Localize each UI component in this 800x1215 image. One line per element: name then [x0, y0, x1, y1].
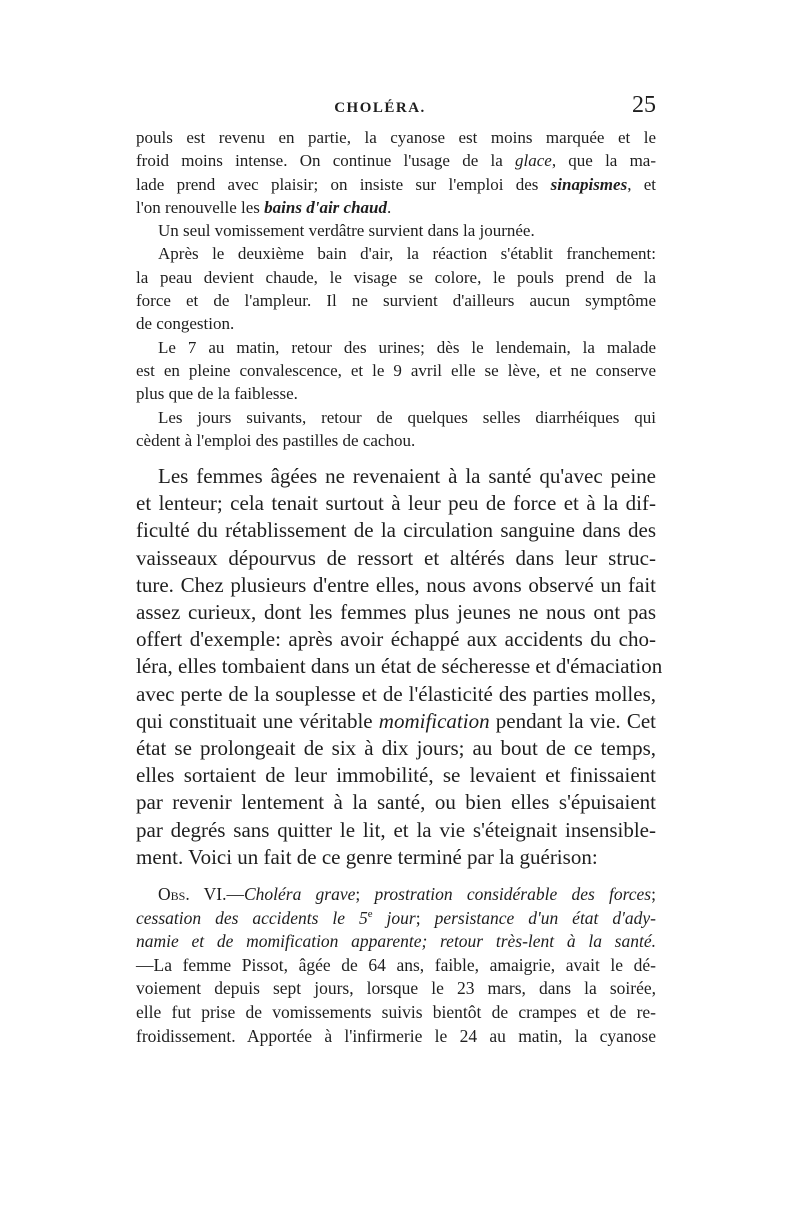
text-line: elle fut prise de vomissements suivis bientôt de crampes et de re-	[136, 1001, 656, 1022]
text-line: Les femmes âgées ne revenaient à la santé qu'avec peine	[158, 464, 656, 488]
text-line: avec perte de la souplesse et de l'élasticité des parties molles,	[136, 681, 656, 706]
text-run: froid moins intense. On continue l'usage de la	[136, 151, 515, 171]
text-line: Le 7 au matin, retour des urines; dès le lendemain, la malade	[158, 337, 656, 357]
text-run: prostration considérable des forces	[374, 884, 652, 904]
text-line: plus que de la faiblesse.	[136, 384, 298, 404]
text-run: l'on renouvelle les	[136, 197, 265, 217]
observation-vi-text	[136, 883, 656, 1048]
text-line	[136, 930, 656, 954]
case-continuation-text	[136, 126, 656, 452]
text-line	[136, 907, 656, 931]
text-line: léra, elles tombaient dans un état de sécheresse et d'émaciation	[136, 654, 663, 679]
text-line	[136, 196, 656, 219]
text-run: Choléra grave	[243, 884, 356, 904]
text-line	[136, 883, 656, 907]
text-run: momification	[378, 708, 490, 733]
running-head	[100, 92, 660, 122]
text-line: par degrés sans quitter le lit, et la vie s'éteignait insensible-	[136, 817, 656, 842]
text-run: bains d'air chaud	[264, 197, 387, 217]
text-line: ficulté du rétablissement de la circulation sanguine dans des	[136, 518, 656, 543]
text-line: elles sortaient de leur immobilité, se levaient et finissaient	[136, 763, 656, 788]
text-run: 5	[359, 907, 368, 928]
text-line: état se prolongeait de six à dix jours; au bout de ce temps,	[136, 736, 656, 761]
text-run: persistance d'un état d'ady-	[434, 907, 656, 928]
text-run: glace	[514, 151, 552, 171]
text-run: , que la ma-	[551, 151, 656, 171]
text-line: assez curieux, dont les femmes plus jeunes ne nous ont pas	[136, 600, 656, 625]
text-run: ;	[651, 884, 656, 904]
text-line	[136, 149, 656, 172]
text-run: Obs. VI.	[158, 884, 227, 904]
text-line: pouls est revenu en partie, la cyanose est moins marquée et le	[136, 128, 656, 147]
text-line: et lenteur; cela tenait surtout à leur peu de force et à la dif-	[136, 491, 656, 516]
text-line: la peau devient chaude, le visage se colore, le pouls prend de la	[136, 267, 656, 287]
text-line	[136, 708, 656, 735]
text-line: force et de l'ampleur. Il ne survient d'ailleurs aucun symptôme	[136, 291, 656, 311]
text-run: ;	[415, 907, 435, 928]
text-run: .	[386, 197, 392, 217]
text-line: Un seul vomissement verdâtre survient dans la journée.	[158, 221, 535, 241]
text-line: est en pleine convalescence, et le 9 avril elle se lève, et ne conserve	[136, 360, 656, 380]
text-run: e	[367, 907, 373, 920]
text-run: qui constituait une véritable	[136, 708, 379, 733]
text-line: ment. Voici un fait de ce genre terminé par la guérison:	[136, 844, 598, 869]
text-run: —	[226, 884, 244, 904]
text-line: cèdent à l'emploi des pastilles de cachou.	[136, 430, 416, 450]
text-line: par revenir lentement à la santé, ou bien elles s'épuisaient	[136, 790, 656, 815]
text-run: ;	[355, 884, 375, 904]
text-line: froidissement. Apportée à l'infirmerie le 24 au matin, la cyanose	[136, 1025, 656, 1046]
text-line: offert d'exemple: après avoir échappé aux accidents du cho-	[136, 627, 656, 652]
text-line: Après le deuxième bain d'air, la réaction s'établit franchement:	[158, 244, 656, 264]
text-line: ture. Chez plusieurs d'entre elles, nous avons observé un fait	[136, 572, 656, 597]
text-line: voiement depuis sept jours, lorsque le 23 mars, dans la soirée,	[136, 978, 656, 999]
commentary-paragraph	[136, 463, 663, 871]
text-run: cessation des accidents le	[136, 907, 360, 928]
text-line: vaisseaux dépourvus de ressort et altérés dans leur struc-	[136, 545, 656, 570]
text-run: lade prend avec plaisir; on insiste sur l'emploi des	[136, 174, 551, 194]
text-run: sinapismes	[550, 174, 628, 194]
text-line	[136, 173, 656, 196]
text-run: jour	[372, 907, 416, 928]
text-run: namie et de momification apparente; retour très-lent à la santé.	[136, 931, 656, 952]
text-line: Les jours suivants, retour de quelques selles diarrhéiques qui	[158, 407, 656, 427]
running-title: CHOLÉRA.	[334, 100, 426, 116]
text-line: de congestion.	[136, 314, 235, 334]
text-run: pendant la vie. Cet	[489, 708, 656, 733]
page-number: 25	[632, 92, 656, 118]
text-line: —La femme Pissot, âgée de 64 ans, faible, amaigrie, avait le dé-	[136, 954, 656, 975]
text-run: , et	[627, 174, 656, 194]
